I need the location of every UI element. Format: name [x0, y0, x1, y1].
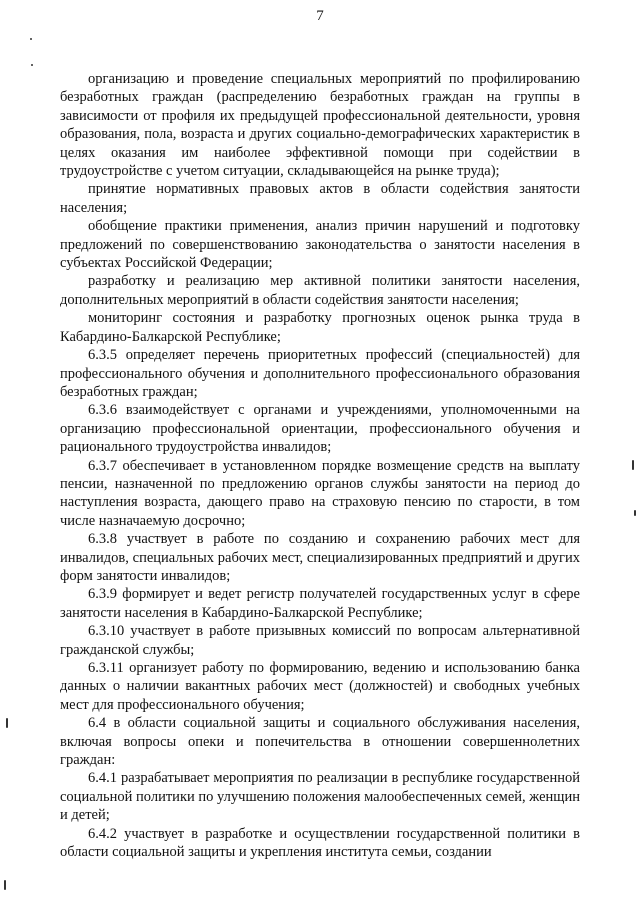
- paragraph: 6.3.5 определяет перечень приоритетных профессий (специальностей) для профессионального обучения и дополнительного профессионального образования безработных граждан;: [60, 347, 580, 400]
- paragraph: 6.3.11 организует работу по формированию, ведению и использованию банка данных о наличии вакантных рабочих мест (должностей) и свободных учебных мест для профессионального обучения;: [60, 660, 580, 713]
- scan-speck: [634, 510, 636, 516]
- paragraph: 6.3.8 участвует в работе по созданию и сохранению рабочих мест для инвалидов, специальных рабочих мест, специализированных предприятий и других форм занятости инвалидов;: [60, 531, 580, 584]
- paragraph: принятие нормативных правовых актов в области содействия занятости населения;: [60, 181, 580, 216]
- document-body: [60, 70, 580, 861]
- scan-speck: [31, 64, 33, 66]
- paragraph: 6.3.6 взаимодействует с органами и учреждениями, уполномоченными на организацию профессиональной ориентации, профессионального обучения и рационального трудоустройства инвалидов;: [60, 402, 580, 456]
- scan-speck: [6, 718, 8, 728]
- paragraph: 6.4.2 участвует в разработке и осуществлении государственной политики в области социальной защиты и укрепления института семьи, создании: [60, 825, 580, 861]
- paragraph: обобщение практики применения, анализ причин нарушений и подготовку предложений по совершенствованию законодательства о занятости населения в субъектах Российской Федерации;: [60, 218, 580, 272]
- scan-speck: [632, 460, 634, 470]
- scan-speck: [30, 38, 32, 40]
- paragraph: организацию и проведение специальных мероприятий по профилированию безработных граждан (распределению безработных граждан на группы в зависимости от профиля их предыдущей профессиональной деятельности, уровня образования, пола, возраста и других социально-демографических характеристик в целях оказания им наиболее эффективной помощи при содействии в трудоустройстве с учетом ситуации, складывающейся на рынке труда);: [60, 71, 580, 180]
- paragraph: 6.4.1 разрабатывает мероприятия по реализации в республике государственной социальной политики по улучшению положения малообеспеченных семей, женщин и детей;: [60, 770, 580, 824]
- paragraph: мониторинг состояния и разработку прогнозных оценок рынка труда в Кабардино-Балкарской Республике;: [60, 310, 580, 345]
- paragraph: 6.4 в области социальной защиты и социального обслуживания населения, включая вопросы опеки и попечительства в отношении совершеннолетних граждан:: [60, 715, 580, 769]
- paragraph: 6.3.9 формирует и ведет регистр получателей государственных услуг в сфере занятости населения в Кабардино-Балкарской Республике;: [60, 586, 580, 621]
- paragraph: 6.3.7 обеспечивает в установленном порядке возмещение средств на выплату пенсии, назначенной по предложению органов службы занятости на период до наступления возраста, дающего право на страховую пенсию по старости, в том числе назначаемую досрочно;: [60, 457, 580, 529]
- paragraph: разработку и реализацию мер активной политики занятости населения, дополнительных мероприятий в области содействия занятости населения;: [60, 273, 580, 308]
- scan-speck: [4, 880, 6, 890]
- paragraph: 6.3.10 участвует в работе призывных комиссий по вопросам альтернативной гражданской службы;: [60, 623, 580, 658]
- page-number: 7: [316, 8, 324, 24]
